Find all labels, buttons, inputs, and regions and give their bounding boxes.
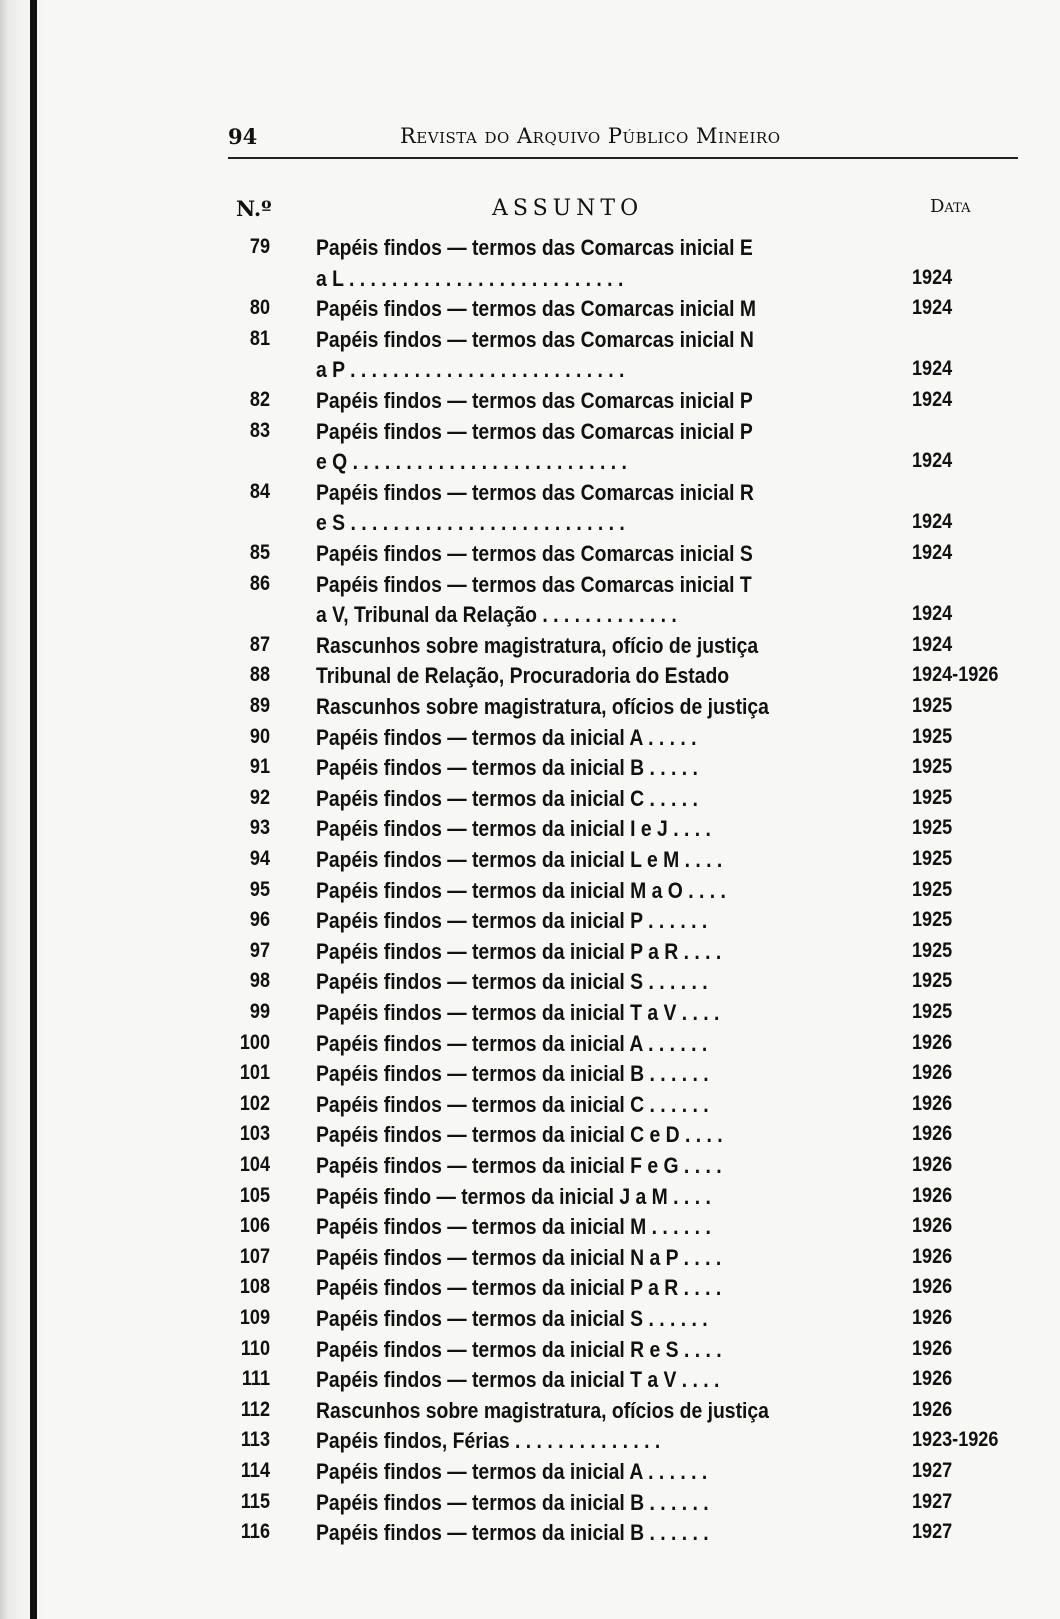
entry-date: 1925 bbox=[912, 969, 953, 993]
entry-number: 114 bbox=[240, 1459, 270, 1482]
entry-subject: Papéis findos — termos da inicial M a O . . . . bbox=[316, 877, 726, 903]
entry-number: 106 bbox=[239, 1214, 270, 1238]
entry-subject: Papéis findos — termos da inicial C . . . . . . bbox=[316, 1091, 709, 1117]
entry-subject: e Q . . . . . . . . . . . . . . . . . . . . . . . . . . bbox=[316, 449, 627, 475]
entry-date: 1927 bbox=[912, 1489, 953, 1513]
page-number: 94 bbox=[228, 124, 258, 149]
entry-number: 83 bbox=[249, 418, 270, 442]
entry-date: 1924 bbox=[912, 296, 953, 320]
entry-number: 99 bbox=[249, 1000, 270, 1023]
column-header-number: N.º bbox=[236, 196, 272, 221]
journal-title: Revista do Arquivo Público Mineiro bbox=[400, 124, 781, 148]
entry-number: 107 bbox=[239, 1244, 270, 1268]
entry-number: 103 bbox=[239, 1122, 270, 1146]
entry-number: 94 bbox=[249, 847, 270, 870]
entry-subject: Papéis findos — termos das Comarcas inicial S bbox=[316, 541, 753, 566]
entry-date: 1925 bbox=[912, 938, 953, 962]
entry-number: 82 bbox=[249, 388, 270, 411]
entry-subject: Papéis findos — termos das Comarcas inicial M bbox=[316, 296, 757, 322]
entry-date: 1926 bbox=[912, 1336, 953, 1360]
entry-subject: Papéis findos — termos da inicial I e J . . . . bbox=[316, 816, 711, 842]
binding-edge bbox=[30, 0, 37, 1619]
entry-subject: Papéis findos — termos da inicial P a R . . . . bbox=[316, 1275, 722, 1301]
entry-subject: Papéis findos — termos da inicial B . . . . . . bbox=[316, 1520, 709, 1546]
entry-date: 1926 bbox=[912, 1306, 953, 1329]
entry-date: 1926 bbox=[912, 1153, 953, 1176]
entry-number: 104 bbox=[239, 1153, 270, 1176]
entry-subject: Papéis findos — termos da inicial N a P . . . . bbox=[316, 1244, 722, 1270]
entry-number: 91 bbox=[249, 755, 270, 779]
entry-date: 1926 bbox=[912, 1397, 953, 1421]
entry-date: 1924 bbox=[912, 632, 953, 656]
running-head bbox=[228, 124, 1020, 154]
column-header-subject: ASSUNTO bbox=[492, 196, 644, 221]
entry-date: 1925 bbox=[912, 724, 953, 748]
entry-subject: Papéis findos — termos da inicial C . . . . . bbox=[316, 785, 698, 811]
entry-date: 1924 bbox=[912, 357, 953, 381]
entry-subject: Papéis findos — termos da inicial L e M . . . . bbox=[316, 847, 723, 872]
entry-subject: a L . . . . . . . . . . . . . . . . . . . . . . . . . . bbox=[316, 265, 624, 291]
entry-subject: Tribunal de Relação, Procuradoria do Estado bbox=[316, 663, 730, 689]
entry-subject: Rascunhos sobre magistratura, ofício de justiça bbox=[316, 632, 759, 658]
entry-number: 84 bbox=[249, 479, 270, 503]
entry-number: 93 bbox=[249, 816, 270, 840]
entry-number: 113 bbox=[240, 1428, 270, 1452]
entry-date: 1924 bbox=[912, 265, 953, 289]
entry-date: 1925 bbox=[912, 908, 953, 932]
entry-date: 1925 bbox=[912, 755, 953, 779]
entry-date: 1924 bbox=[912, 449, 953, 473]
entry-number: 80 bbox=[249, 296, 270, 320]
entry-number: 85 bbox=[249, 541, 270, 564]
entry-subject: Rascunhos sobre magistratura, ofícios de justiça bbox=[316, 1397, 769, 1423]
entry-subject: Papéis findos — termos da inicial B . . . . . . bbox=[316, 1061, 709, 1087]
entry-date: 1924-1926 bbox=[912, 663, 999, 687]
entry-subject: Papéis findos — termos da inicial P a R . . . . bbox=[316, 938, 722, 964]
entry-date: 1925 bbox=[912, 785, 953, 809]
entry-subject: Papéis findos — termos da inicial T a V . . . . bbox=[316, 1367, 720, 1393]
entry-subject: Papéis findos — termos das Comarcas inicial T bbox=[316, 571, 752, 597]
entry-date: 1927 bbox=[912, 1459, 953, 1482]
entry-subject: Papéis findos — termos da inicial F e G . . . . bbox=[316, 1153, 722, 1178]
entry-number: 105 bbox=[239, 1183, 270, 1207]
entry-number: 116 bbox=[240, 1520, 270, 1544]
entry-subject: Papéis findos — termos da inicial A . . . . . bbox=[316, 724, 697, 750]
entry-subject: Papéis findos — termos da inicial R e S . . . . bbox=[316, 1336, 722, 1362]
entry-date: 1926 bbox=[912, 1275, 953, 1299]
entry-date: 1925 bbox=[912, 1000, 953, 1023]
entry-number: 112 bbox=[240, 1397, 270, 1421]
entry-number: 81 bbox=[249, 326, 270, 350]
entry-subject: Papéis findos — termos da inicial B . . . . . bbox=[316, 755, 698, 781]
entry-date: 1926 bbox=[912, 1367, 953, 1391]
entry-date: 1925 bbox=[912, 694, 953, 717]
entry-number: 79 bbox=[249, 235, 270, 258]
entry-subject: a V, Tribunal da Relação . . . . . . . . . . . . . bbox=[316, 602, 677, 628]
entry-number: 88 bbox=[249, 663, 270, 687]
entry-number: 100 bbox=[239, 1030, 270, 1054]
entry-number: 89 bbox=[249, 694, 270, 717]
entry-number: 101 bbox=[239, 1061, 270, 1085]
entry-subject: a P . . . . . . . . . . . . . . . . . . . . . . . . . . bbox=[316, 357, 625, 383]
entry-date: 1926 bbox=[912, 1214, 953, 1238]
entry-subject: Papéis findos — termos da inicial S . . . . . . bbox=[316, 969, 708, 995]
entry-date: 1924 bbox=[912, 388, 953, 411]
entry-subject: Papéis findos — termos da inicial M . . . . . . bbox=[316, 1214, 711, 1240]
entry-number: 86 bbox=[249, 571, 270, 595]
entry-subject: Rascunhos sobre magistratura, ofícios de justiça bbox=[316, 694, 769, 719]
entry-number: 98 bbox=[249, 969, 270, 993]
entry-date: 1924 bbox=[912, 541, 953, 564]
entry-subject: Papéis findos — termos das Comarcas inicial E bbox=[316, 235, 753, 260]
entry-number: 109 bbox=[239, 1306, 270, 1329]
entry-number: 96 bbox=[249, 908, 270, 932]
entry-date: 1926 bbox=[912, 1030, 953, 1054]
entry-number: 108 bbox=[239, 1275, 270, 1299]
entry-subject: Papéis findos — termos da inicial B . . . . . . bbox=[316, 1489, 709, 1515]
entry-subject: Papéis findos — termos da inicial S . . . . . . bbox=[316, 1306, 708, 1331]
entry-date: 1925 bbox=[912, 847, 953, 870]
entry-subject: Papéis findos — termos das Comarcas inicial P bbox=[316, 418, 753, 444]
entry-subject: Papéis findos — termos da inicial P . . . . . . bbox=[316, 908, 708, 934]
entry-date: 1925 bbox=[912, 816, 953, 840]
entry-number: 95 bbox=[249, 877, 270, 901]
entry-subject: Papéis findos — termos das Comarcas inicial R bbox=[316, 479, 754, 505]
entry-date: 1927 bbox=[912, 1520, 953, 1544]
page-binding-shadow bbox=[0, 0, 48, 1619]
entry-number: 115 bbox=[240, 1489, 270, 1513]
entry-date: 1926 bbox=[912, 1061, 953, 1085]
entry-number: 87 bbox=[249, 632, 270, 656]
entry-number: 97 bbox=[249, 938, 270, 962]
entry-number: 111 bbox=[241, 1367, 270, 1391]
entry-number: 102 bbox=[239, 1091, 270, 1115]
entry-subject: e S . . . . . . . . . . . . . . . . . . . . . . . . . . bbox=[316, 510, 625, 536]
entry-subject: Papéis findos — termos das Comarcas inicial N bbox=[316, 326, 754, 352]
column-header-date: Data bbox=[930, 196, 971, 217]
entry-date: 1926 bbox=[912, 1183, 953, 1207]
entry-subject: Papéis findos — termos da inicial C e D . . . . bbox=[316, 1122, 723, 1148]
entry-subject: Papéis findos — termos da inicial A . . . . . . bbox=[316, 1459, 708, 1484]
entry-subject: Papéis findo — termos da inicial J a M . . . . bbox=[316, 1183, 711, 1209]
entry-number: 110 bbox=[240, 1336, 270, 1360]
entry-subject: Papéis findos, Férias . . . . . . . . . . . . . . bbox=[316, 1428, 661, 1454]
entry-subject: Papéis findos — termos das Comarcas inicial P bbox=[316, 388, 753, 413]
entry-date: 1926 bbox=[912, 1244, 953, 1268]
entry-subject: Papéis findos — termos da inicial T a V . . . . bbox=[316, 1000, 720, 1025]
entry-number: 92 bbox=[249, 785, 270, 809]
entry-date: 1924 bbox=[912, 510, 953, 534]
entry-number: 90 bbox=[249, 724, 270, 748]
entry-date: 1925 bbox=[912, 877, 953, 901]
entry-date: 1923-1926 bbox=[912, 1428, 999, 1452]
entry-date: 1926 bbox=[912, 1122, 953, 1146]
entry-subject: Papéis findos — termos da inicial A . . . . . . bbox=[316, 1030, 708, 1056]
entry-date: 1926 bbox=[912, 1091, 953, 1115]
entry-date: 1924 bbox=[912, 602, 953, 626]
header-rule bbox=[228, 157, 1018, 159]
